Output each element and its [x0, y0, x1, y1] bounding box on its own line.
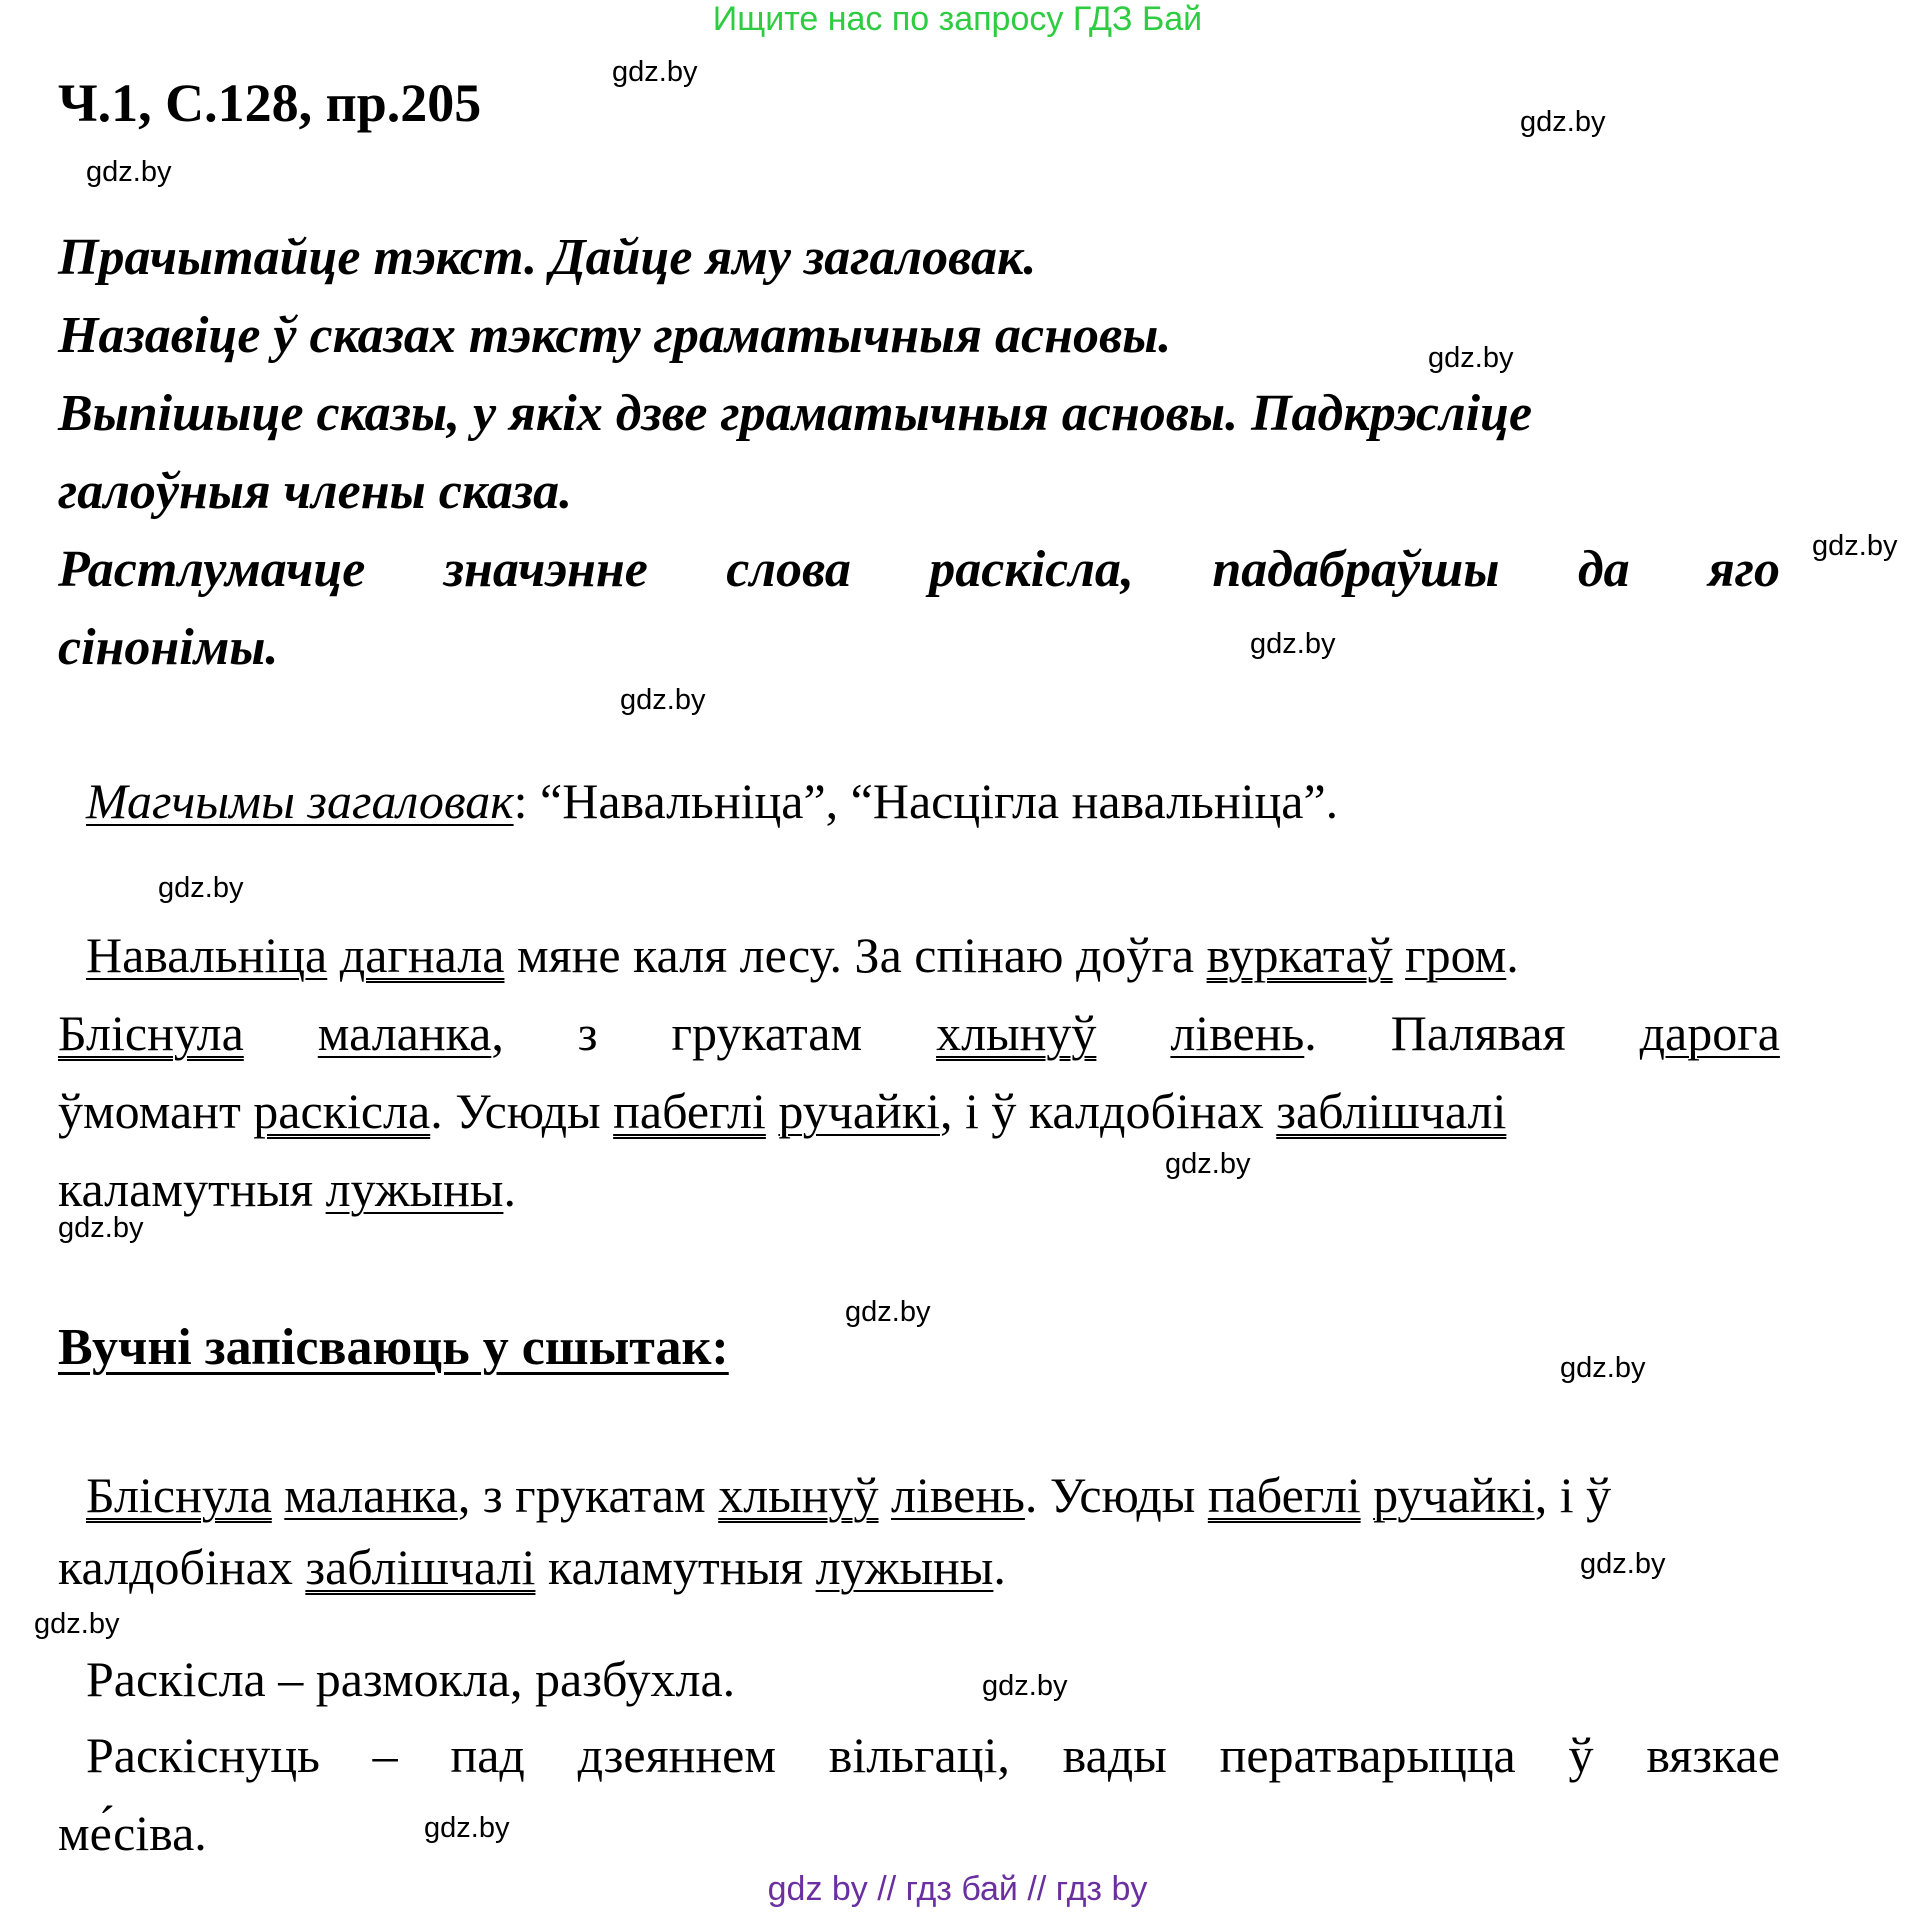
plain-text: .: [1304, 1005, 1317, 1061]
section-title: Вучні запісваюць у сшытак:: [58, 1319, 729, 1376]
task-line: Прачытайце тэкст. Дайце яму загаловак.: [58, 229, 1037, 286]
plain-text: .: [1506, 927, 1519, 983]
task-line: галоўныя члены сказа.: [58, 463, 573, 520]
task-line: Назавіце ў сказах тэксту граматычныя асновы.: [58, 307, 1172, 364]
plain-text: грукатам: [671, 1005, 863, 1061]
text1-line1: [86, 926, 1519, 984]
plain-text: з: [577, 1005, 598, 1061]
watermark: gdz.by: [158, 872, 244, 904]
title-option-colon: :: [513, 773, 528, 829]
task-word: Растлумачце: [58, 541, 366, 598]
watermark: gdz.by: [1428, 342, 1514, 374]
definition-line: ме́сіва.: [58, 1805, 207, 1861]
predicate-word: Бліснула: [86, 1467, 272, 1523]
subject-word: ручайкі: [778, 1083, 940, 1139]
task-word: яго: [1708, 541, 1780, 598]
title-option-label: Магчымы загаловак: [86, 773, 514, 829]
watermark: gdz.by: [424, 1812, 510, 1844]
subject-word: гром: [1405, 927, 1507, 983]
definition-word: Раскіснуць: [86, 1727, 320, 1783]
subject-word: лівень: [1170, 1005, 1305, 1061]
watermark: gdz.by: [1560, 1352, 1646, 1384]
task-word: раскісла,: [929, 541, 1134, 598]
definition-word: ператварыцца: [1219, 1727, 1516, 1783]
task-line-justified: [58, 540, 1780, 599]
subject-word: дарога: [1639, 1005, 1780, 1061]
plain-text: , з грукатам: [457, 1467, 719, 1523]
subject-word: маланка: [317, 1005, 492, 1061]
plain-text: ,: [491, 1005, 504, 1061]
watermark: gdz.by: [845, 1296, 931, 1328]
task-line: Выпішыце сказы, у якіх дзве граматычныя асновы. Падкрэсліце: [58, 385, 1533, 442]
watermark: gdz.by: [982, 1670, 1068, 1702]
plain-text: калдобінах: [58, 1539, 306, 1595]
plain-text: .: [993, 1539, 1006, 1595]
text2-line1: [86, 1466, 1611, 1524]
watermark: gdz.by: [612, 56, 698, 88]
footer-links: gdz by // гдз бай // гдз by: [767, 1870, 1148, 1908]
watermark: gdz.by: [1250, 628, 1336, 660]
plain-text: мяне каля лесу. За спінаю доўга: [504, 927, 1207, 983]
plain-text: . Усюды: [430, 1083, 614, 1139]
text1-line4: [58, 1160, 516, 1218]
plain-text: каламутныя: [58, 1161, 326, 1217]
definition-word: вязкае: [1646, 1727, 1780, 1783]
definition-word: –: [372, 1727, 398, 1783]
page-title: Ч.1, С.128, пр.205: [58, 73, 482, 133]
title-option-text: “Навальніца”, “Насцігла навальніца”.: [527, 773, 1339, 829]
definition-line-justified: [86, 1726, 1780, 1784]
text2-line2: [58, 1538, 1006, 1596]
task-word: слова: [726, 541, 851, 598]
watermark: gdz.by: [34, 1608, 120, 1640]
task-word: да: [1577, 541, 1630, 598]
plain-text: , і ў: [1534, 1467, 1612, 1523]
watermark: gdz.by: [1165, 1148, 1251, 1180]
watermark: gdz.by: [86, 156, 172, 188]
definition-word: дзеяннем: [577, 1727, 776, 1783]
predicate-word: вуркатаў: [1206, 927, 1393, 983]
task-line: сінонімы.: [58, 619, 279, 676]
text1-line3: [58, 1082, 1506, 1140]
subject-word: лівень: [891, 1467, 1025, 1523]
definition-word: ў: [1568, 1727, 1594, 1783]
definition-word: пад: [450, 1727, 525, 1783]
task-word: значэнне: [443, 541, 648, 598]
plain-text: Палявая: [1390, 1005, 1566, 1061]
predicate-word: Бліснула: [58, 1005, 244, 1061]
definition-line: Раскісла – размокла, разбухла.: [86, 1651, 736, 1707]
top-banner: Ищите нас по запросу ГДЗ Бай: [712, 0, 1203, 38]
definition-word: вады: [1062, 1727, 1167, 1783]
plain-text: .: [503, 1161, 516, 1217]
watermark: gdz.by: [1580, 1548, 1666, 1580]
predicate-word: дагнала: [339, 927, 505, 983]
plain-text: , і ў калдобінах: [940, 1083, 1277, 1139]
subject-word: маланка: [284, 1467, 458, 1523]
predicate-word: хлынуў: [936, 1005, 1097, 1061]
plain-text: ўмомант: [58, 1083, 254, 1139]
subject-word: Навальніца: [86, 927, 328, 983]
predicate-word: раскісла: [253, 1083, 431, 1139]
definition-word: вільгаці,: [828, 1727, 1010, 1783]
subject-word: лужыны: [815, 1539, 994, 1595]
watermark: gdz.by: [58, 1212, 144, 1244]
predicate-word: заблішчалі: [305, 1539, 536, 1595]
subject-word: лужыны: [325, 1161, 504, 1217]
task-word: падабраўшы: [1212, 541, 1500, 598]
predicate-word: пабеглі: [1207, 1467, 1361, 1523]
subject-word: ручайкі: [1373, 1467, 1535, 1523]
plain-text: каламутныя: [535, 1539, 816, 1595]
watermark: gdz.by: [1520, 106, 1606, 138]
text1-line2: [58, 1004, 1780, 1062]
predicate-word: пабеглі: [613, 1083, 766, 1139]
predicate-word: хлынуў: [718, 1467, 879, 1523]
predicate-word: заблішчалі: [1276, 1083, 1507, 1139]
watermark: gdz.by: [620, 684, 706, 716]
title-option: [86, 772, 1338, 830]
plain-text: . Усюды: [1024, 1467, 1208, 1523]
watermark: gdz.by: [1812, 530, 1898, 562]
